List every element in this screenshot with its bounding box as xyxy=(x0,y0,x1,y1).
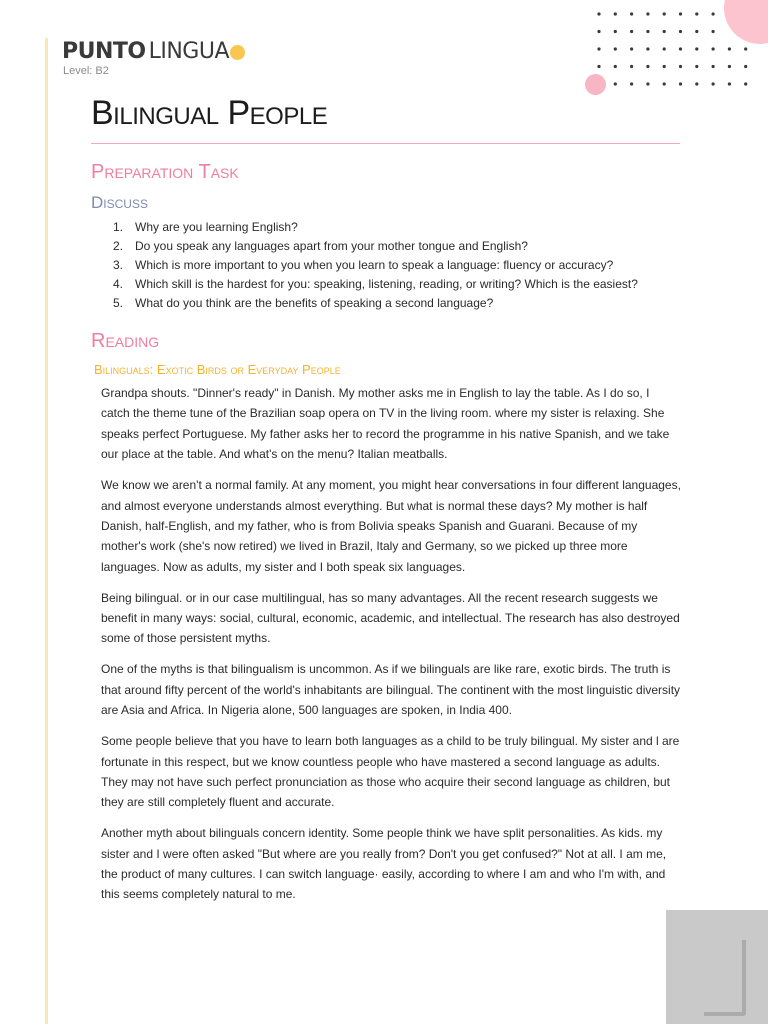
page-title: Bilingual People xyxy=(91,94,328,132)
decorative-dot xyxy=(744,65,747,68)
decorative-dot xyxy=(646,12,649,15)
preparation-heading: Preparation Task xyxy=(91,161,239,183)
decorative-dot xyxy=(597,65,600,68)
decorative-dot-grid xyxy=(590,6,760,90)
question-number: 2. xyxy=(113,239,124,253)
paragraph: We know we aren't a normal family. At any moment, you might hear conversations in four different languages, and almost everyone understands almost everything. But what is normal these days? My mother is half Danish, half-English, and my father, who is from Bolivia speaks Spanish and Guarani. Because of my mother's work (she's now retired) we lived in Brazil, Italy and Germany, so we picked up three more languages. Now as adults, my sister and I both speak six languages. xyxy=(101,478,681,574)
question-number: 1. xyxy=(113,220,124,234)
decorative-dot xyxy=(630,47,633,50)
question-text: Why are you learning English? xyxy=(135,220,298,234)
decorative-dot xyxy=(597,47,600,50)
decorative-dot xyxy=(646,30,649,33)
decorative-dot xyxy=(744,82,747,85)
decorative-dot xyxy=(614,12,617,15)
question-text: Which is more important to you when you learn to speak a language: fluency or accuracy? xyxy=(135,258,614,272)
decorative-dot xyxy=(679,47,682,50)
decorative-dot xyxy=(695,65,698,68)
decorative-dot xyxy=(663,65,666,68)
brand-logo xyxy=(62,36,245,66)
decorative-dot xyxy=(712,82,715,85)
decorative-dot xyxy=(630,82,633,85)
decorative-dot xyxy=(663,47,666,50)
decorative-dot xyxy=(695,30,698,33)
paragraph: Some people believe that you have to learn both languages as a child to be truly bilingual. My sister and l are fortunate in this respect, but we know countless people who have mastered a second language as adults. They may not have such perfect pronunciation as those who acquire their second language as children, but they are still completely fluent and accurate. xyxy=(101,734,680,810)
decorative-dot xyxy=(679,82,682,85)
decorative-dot xyxy=(712,47,715,50)
brand-dot-icon xyxy=(230,45,245,60)
discussion-questions xyxy=(100,218,680,313)
decorative-dot xyxy=(597,12,600,15)
question-text: What do you think are the benefits of speaking a second language? xyxy=(135,296,494,310)
list-item xyxy=(100,294,680,313)
decorative-dot xyxy=(614,65,617,68)
decorative-dot xyxy=(728,65,731,68)
paragraph: Being bilingual. or in our case multilingual, has so many advantages. All the recent research suggests we benefit in many ways: social, cultural, economic, academic, and intellectual. The research has also destroyed some of those persistent myths. xyxy=(101,590,680,646)
decorative-dot xyxy=(646,47,649,50)
decorative-dot xyxy=(679,65,682,68)
corner-bracket-icon xyxy=(704,940,746,1016)
list-item xyxy=(100,256,680,275)
decorative-dot xyxy=(646,82,649,85)
decorative-dot xyxy=(695,12,698,15)
paragraph: One of the myths is that bilingualism is uncommon. As if we bilinguals are like rare, exotic birds. The truth is that around fifty percent of the world's inhabitants are bilingual. The continent with the most linguistic diversity are Asia and Africa. In Nigeria alone, 500 languages are spoken, in India 400. xyxy=(101,662,681,718)
question-number: 5. xyxy=(113,296,124,310)
decorative-pink-circle-small xyxy=(585,74,606,95)
list-item xyxy=(100,218,680,237)
decorative-dot xyxy=(712,12,715,15)
decorative-dot xyxy=(679,12,682,15)
question-number: 3. xyxy=(113,258,124,272)
page-margin-rule xyxy=(45,38,48,1024)
decorative-dot xyxy=(630,65,633,68)
decorative-dot xyxy=(630,12,633,15)
list-item xyxy=(100,275,680,294)
brand-name-bold: PUNTO xyxy=(62,38,146,64)
decorative-dot xyxy=(728,82,731,85)
question-text: Which skill is the hardest for you: speaking, listening, reading, or writing? Which is the easiest? xyxy=(135,277,638,291)
decorative-dot xyxy=(663,82,666,85)
level-label: Level: B2 xyxy=(63,65,109,77)
decorative-dot xyxy=(728,47,731,50)
decorative-dot xyxy=(630,30,633,33)
decorative-dot xyxy=(614,82,617,85)
reading-heading: Reading xyxy=(91,330,160,352)
decorative-dot xyxy=(663,30,666,33)
decorative-dot xyxy=(597,30,600,33)
paragraph: Another myth about bilinguals concern identity. Some people think we have split personalities. As kids. my sister and I were often asked "But where are you really from? Don't you get confused?" Not at all. I am me, the product of many cultures. I can switch language· easily, according to where I am and who I'm with, and this seems completely natural to me. xyxy=(101,826,667,902)
article-title: Bilinguals: Exotic Birds or Everyday People xyxy=(94,362,341,377)
brand-name-light: LINGUA xyxy=(148,38,230,64)
decorative-dot xyxy=(712,65,715,68)
decorative-dot xyxy=(695,47,698,50)
list-item xyxy=(100,237,680,256)
decorative-dot xyxy=(712,30,715,33)
decorative-dot xyxy=(679,30,682,33)
question-number: 4. xyxy=(113,277,124,291)
paragraph: Grandpa shouts. "Dinner's ready" in Danish. My mother asks me in English to lay the table. As I do so, I catch the theme tune of the Brazilian soap opera on TV in the living room. where my sister is relaxing. She speaks perfect Portuguese. My father asks her to record the programme in his native Spanish, and we take our place at the table. And what's on the menu? Italian meatballs. xyxy=(101,386,670,462)
decorative-dot xyxy=(614,30,617,33)
decorative-dot xyxy=(646,65,649,68)
reading-text xyxy=(101,383,681,915)
decorative-dot xyxy=(744,47,747,50)
decorative-dot xyxy=(695,82,698,85)
decorative-dot xyxy=(614,47,617,50)
question-text: Do you speak any languages apart from your mother tongue and English? xyxy=(135,239,528,253)
decorative-dot xyxy=(663,12,666,15)
title-divider xyxy=(91,143,680,144)
discuss-subheading: Discuss xyxy=(91,193,148,212)
